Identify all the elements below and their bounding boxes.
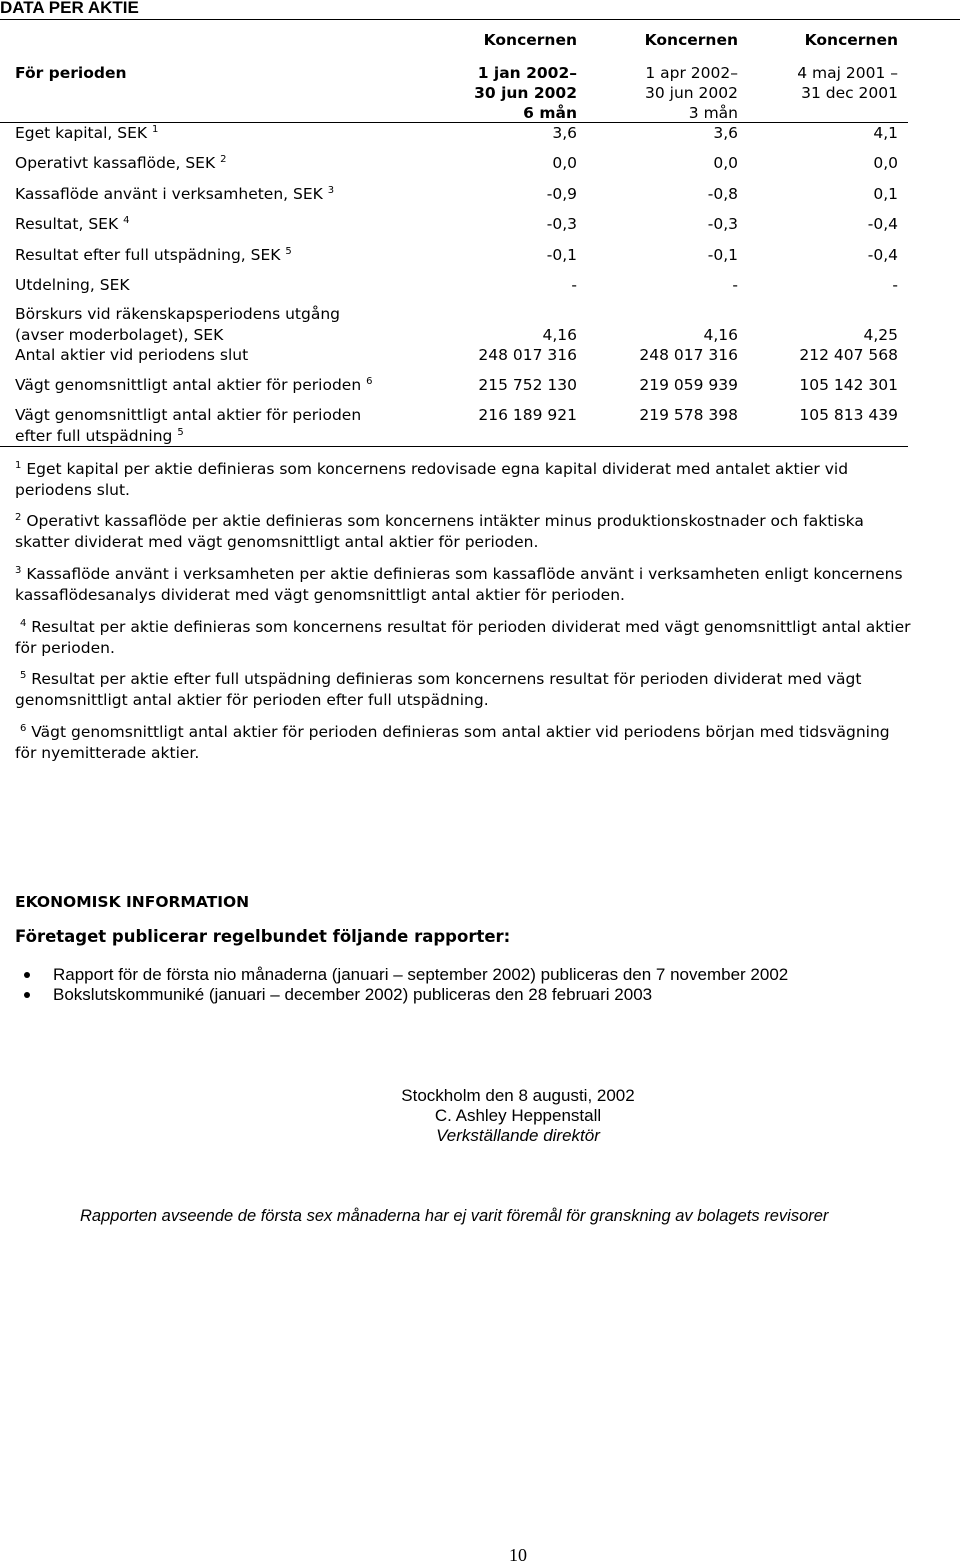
col1-group: Koncernen — [483, 31, 577, 49]
audit-note: Rapporten avseende de första sex månaderna har ej varit föremål för granskning av bolagets revisorer — [80, 1207, 829, 1225]
table-cell: 4,16 — [703, 326, 738, 344]
footnote-text: Vägt genomsnittligt antal aktier för perioden definieras som antal aktier vid periodens början med tidsvägning för nyemitterade aktier. — [15, 723, 890, 762]
list-item-text: Rapport för de första nio månaderna (januari – september 2002) publiceras den 7 november 2002 — [53, 965, 789, 984]
footnote-text: Operativt kassaflöde per aktie definieras som koncernens intäkter minus produktionskostnader och faktiska skatter dividerat med vägt genomsnittligt antal aktier för perioden. — [15, 512, 864, 551]
col3-line2: 31 dec 2001 — [801, 84, 898, 102]
table-cell: - — [892, 276, 898, 294]
footnote-ref: 5 — [177, 426, 184, 438]
table-cell: 105 142 301 — [799, 376, 898, 394]
table-cell: 215 752 130 — [478, 376, 577, 394]
signature-name: C. Ashley Heppenstall — [434, 1106, 602, 1125]
econ-subheading: Företaget publicerar regelbundet följande rapporter: — [15, 927, 511, 946]
footnote — [15, 669, 915, 711]
footnote-text: Resultat per aktie efter full utspädning definieras som koncernens resultat för perioden dividerat med vägt genomsnittligt antal aktier för perioden efter full utspädning. — [15, 670, 862, 709]
table-cell: 248 017 316 — [639, 346, 738, 364]
footnote-ref: 6 — [366, 375, 373, 387]
signature-role: Verkställande direktör — [436, 1126, 600, 1145]
col2-line3: 3 mån — [688, 104, 738, 122]
section-title: DATA PER AKTIE — [0, 0, 139, 17]
title-rule — [0, 19, 960, 20]
footnote-ref: 4 — [123, 214, 130, 226]
table-cell: -0,1 — [707, 246, 738, 264]
table-cell: 3,6 — [713, 124, 738, 142]
table-cell: 0,1 — [873, 185, 898, 203]
table-cell: 212 407 568 — [799, 346, 898, 364]
table-cell: -0,4 — [867, 246, 898, 264]
signature-place-date: Stockholm den 8 augusti, 2002 — [401, 1086, 635, 1105]
footnote-text: Resultat per aktie definieras som koncernens resultat för perioden dividerat med vägt genomsnittligt antal aktier för perioden. — [15, 618, 911, 657]
col2-line1: 1 apr 2002– — [645, 64, 738, 82]
table-cell: 105 813 439 — [799, 406, 898, 424]
footnote-number: 6 — [19, 722, 27, 734]
row-label: Vägt genomsnittligt antal aktier för perioden — [15, 376, 362, 394]
header-rule — [0, 122, 908, 123]
table-cell: -0,3 — [546, 215, 577, 233]
table-cell: 219 059 939 — [639, 376, 738, 394]
col2-line2: 30 jun 2002 — [645, 84, 738, 102]
table-cell: -0,4 — [867, 215, 898, 233]
table-cell: 3,6 — [552, 124, 577, 142]
footnote — [15, 511, 915, 553]
table-cell: - — [732, 276, 738, 294]
bullet-icon — [24, 992, 30, 998]
row-label: Antal aktier vid periodens slut — [15, 346, 249, 364]
row-label: Resultat, SEK — [15, 215, 119, 233]
page-number: 10 — [509, 1545, 527, 1565]
row-label-line2: efter full utspädning — [15, 427, 173, 445]
table-cell: 0,0 — [873, 154, 898, 172]
bullet-icon — [24, 972, 30, 978]
col1-line3: 6 mån — [523, 104, 577, 122]
table-cell: -0,9 — [546, 185, 577, 203]
row-label: Vägt genomsnittligt antal aktier för perioden — [15, 406, 362, 424]
table-cell: 219 578 398 — [639, 406, 738, 424]
col2-group: Koncernen — [644, 31, 738, 49]
table-cell: 248 017 316 — [478, 346, 577, 364]
econ-heading: EKONOMISK INFORMATION — [15, 893, 250, 911]
footnote-ref: 1 — [152, 123, 159, 135]
row-label: Eget kapital, SEK — [15, 124, 148, 142]
table-bottom-rule — [0, 446, 908, 447]
row-label: Operativt kassaflöde, SEK — [15, 154, 216, 172]
row-label: Kassaflöde använt i verksamheten, SEK — [15, 185, 323, 203]
row-label-line2: (avser moderbolaget), SEK — [15, 326, 224, 344]
footnote-number: 5 — [19, 669, 27, 681]
footnote-number: 4 — [19, 617, 27, 629]
period-label: För perioden — [15, 64, 127, 82]
footnote-text: Eget kapital per aktie definieras som koncernens redovisade egna kapital dividerat med antalet aktier vid periodens slut. — [15, 460, 849, 499]
table-cell: -0,8 — [707, 185, 738, 203]
footnote-ref: 5 — [285, 245, 292, 257]
table-cell: 4,16 — [542, 326, 577, 344]
footnote-ref: 3 — [327, 184, 335, 196]
row-label: Börskurs vid räkenskapsperiodens utgång — [15, 305, 340, 323]
footnote-number: 2 — [15, 511, 22, 523]
col1-line1: 1 jan 2002– — [477, 64, 577, 82]
col1-line2: 30 jun 2002 — [474, 84, 577, 102]
footnote — [15, 722, 915, 764]
footnote — [15, 617, 915, 659]
table-cell: 216 189 921 — [478, 406, 577, 424]
table-cell: -0,1 — [546, 246, 577, 264]
row-label: Resultat efter full utspädning, SEK — [15, 246, 281, 264]
footnote-ref: 2 — [220, 153, 227, 165]
table-cell: 4,1 — [873, 124, 898, 142]
row-label: Utdelning, SEK — [15, 276, 130, 294]
footnote — [15, 564, 915, 606]
col3-line1: 4 maj 2001 – — [797, 64, 898, 82]
footnote-number: 3 — [15, 564, 22, 576]
footnote-text: Kassaflöde använt i verksamheten per aktie definieras som kassaflöde använt i verksamheten enligt koncernens kassaflödesanalys dividerat med vägt genomsnittligt antal aktier för perioden. — [15, 565, 903, 604]
table-cell: - — [571, 276, 577, 294]
footnote-number: 1 — [15, 459, 22, 471]
table-cell: 4,25 — [863, 326, 898, 344]
list-item-text: Bokslutskommuniké (januari – december 2002) publiceras den 28 februari 2003 — [53, 985, 653, 1004]
table-cell: 0,0 — [552, 154, 577, 172]
table-cell: -0,3 — [707, 215, 738, 233]
col3-group: Koncernen — [804, 31, 898, 49]
table-cell: 0,0 — [713, 154, 738, 172]
footnote — [15, 459, 915, 501]
